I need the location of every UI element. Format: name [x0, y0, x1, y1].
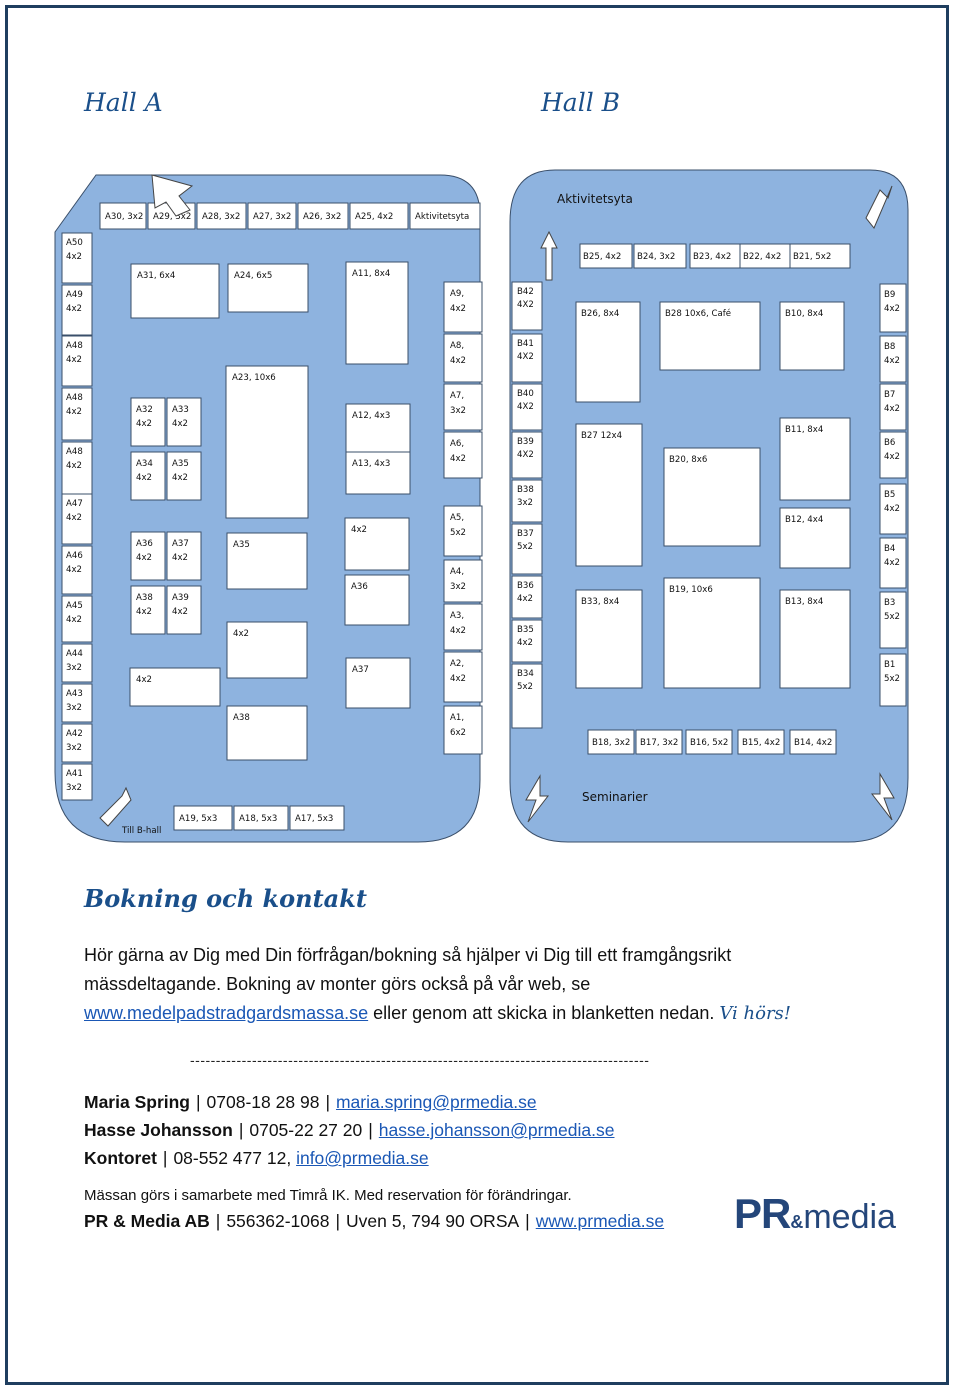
- booth-label: A3,: [450, 611, 465, 621]
- address: Uven 5, 794 90 ORSA: [346, 1211, 520, 1231]
- separator: |: [525, 1211, 530, 1231]
- booth-label: 4x2: [884, 404, 901, 414]
- booth-label: A33: [172, 405, 189, 415]
- booth-label: 4X2: [517, 402, 534, 412]
- booth-label: B36: [517, 581, 534, 591]
- booth-label: A18, 5x3: [239, 814, 278, 824]
- company-name: PR & Media AB: [84, 1211, 210, 1231]
- booth-label: B12, 4x4: [785, 515, 824, 525]
- booth-label: B33, 8x4: [581, 597, 620, 607]
- booth-label: B9: [884, 290, 896, 300]
- booth-label: 4x2: [172, 473, 189, 483]
- contact-office: Kontoret | 08-552 477 12, info@prmedia.se: [84, 1148, 429, 1168]
- contact-name: Hasse Johansson: [84, 1120, 233, 1140]
- booth-label: B3: [884, 598, 896, 608]
- booth-label: B28 10x6, Café: [665, 309, 732, 319]
- booth-label: B35: [517, 625, 534, 635]
- booth-label: 4x2: [517, 594, 534, 604]
- separator: |: [238, 1120, 244, 1140]
- booth-label: 4x2: [66, 461, 83, 471]
- booth-label: A12, 4x3: [352, 411, 391, 421]
- booth-label: B41: [517, 339, 534, 349]
- separator: |: [162, 1148, 168, 1168]
- booth-label: 6x2: [450, 728, 467, 738]
- booth-label: A48: [66, 447, 83, 457]
- hall-a-title: Hall A: [84, 88, 163, 117]
- booth-label: A42: [66, 729, 83, 739]
- booth-label: B18, 3x2: [592, 738, 631, 748]
- booth-label: A38: [136, 593, 153, 603]
- separator: |: [215, 1211, 221, 1231]
- booth-label: 5x2: [517, 542, 534, 552]
- booth-label: 4x2: [172, 553, 189, 563]
- booking-title: Bokning och kontakt: [84, 884, 367, 913]
- booth-label: 5x2: [884, 612, 901, 622]
- booth-label: 4x2: [66, 513, 83, 523]
- activity-area-label: Aktivitetsyta: [557, 192, 633, 206]
- hall-b-plan: [510, 170, 908, 842]
- booth-label: 4x2: [517, 638, 534, 648]
- booth-label: 3x2: [66, 663, 83, 673]
- booth-label: A44: [66, 649, 83, 659]
- booth-label: A35: [172, 459, 189, 469]
- booth-label: 4x2: [884, 558, 901, 568]
- booth-label: 4x2: [172, 607, 189, 617]
- booth-label: B26, 8x4: [581, 309, 620, 319]
- booth-label: 4x2: [884, 304, 901, 314]
- booth-label: Aktivitetsyta: [415, 212, 470, 222]
- company-website-link[interactable]: www.prmedia.se: [535, 1211, 665, 1231]
- booth-label: A50: [66, 238, 83, 248]
- booth: [130, 668, 220, 706]
- booth-label: B19, 10x6: [669, 585, 713, 595]
- intro-line-1: Hör gärna av Dig med Din förfrågan/bokning så hjälper vi Dig till ett framgångsrikt: [84, 945, 732, 965]
- booth-label: A32: [136, 405, 153, 415]
- contact-phone: 0708-18 28 98: [206, 1092, 320, 1112]
- booth-label: A49: [66, 290, 83, 300]
- contact-email-link[interactable]: info@prmedia.se: [296, 1148, 429, 1168]
- booth-label: B5: [884, 490, 896, 500]
- booth-label: A47: [66, 499, 83, 509]
- booth-label: B27 12x4: [581, 431, 623, 441]
- booth-label: B8: [884, 342, 896, 352]
- booth-label: A39: [172, 593, 189, 603]
- booth-label: A36: [136, 539, 153, 549]
- booth-label: A13, 4x3: [352, 459, 391, 469]
- booth-label: 3x2: [450, 582, 467, 592]
- booth-label: B24, 3x2: [637, 252, 676, 262]
- booth-label: B42: [517, 287, 534, 297]
- booth-label: 4x2: [172, 419, 189, 429]
- booth-label: A5,: [450, 513, 465, 523]
- separator: |: [325, 1092, 330, 1112]
- booth-label: B20, 8x6: [669, 455, 708, 465]
- org-number: 556362-1068: [226, 1211, 330, 1231]
- booth-label: 4x2: [136, 675, 153, 685]
- separator: |: [335, 1211, 341, 1231]
- booth-label: A37: [172, 539, 189, 549]
- contact-email-link[interactable]: hasse.johansson@prmedia.se: [378, 1120, 615, 1140]
- booth-label: 4X2: [517, 352, 534, 362]
- exit-label: Till B-hall: [122, 826, 162, 836]
- booth-label: 4x2: [884, 356, 901, 366]
- booth-label: 4x2: [66, 407, 83, 417]
- booth-label: A2,: [450, 659, 465, 669]
- booth-label: 4x2: [136, 553, 153, 563]
- booth-label: 4x2: [884, 504, 901, 514]
- contact-email-link[interactable]: maria.spring@prmedia.se: [335, 1092, 537, 1112]
- contact-hasse: [84, 1120, 614, 1141]
- logo-pr: PR: [734, 1190, 791, 1237]
- booth-label: 5x2: [884, 674, 901, 684]
- hall-b-title: Hall B: [541, 88, 621, 117]
- booth-label: B13, 8x4: [785, 597, 824, 607]
- booth-label: A1,: [450, 713, 465, 723]
- booth-label: A46: [66, 551, 83, 561]
- booth-label: 3x2: [450, 406, 467, 416]
- booth-label: B7: [884, 390, 896, 400]
- booth-label: A45: [66, 601, 83, 611]
- booth-label: 5x2: [450, 528, 467, 538]
- booth-label: A9,: [450, 289, 465, 299]
- booth-label: B21, 5x2: [793, 252, 832, 262]
- booth-label: A23, 10x6: [232, 373, 276, 383]
- booth-label: 4x2: [66, 355, 83, 365]
- greeting: Vi hörs!: [719, 1003, 792, 1024]
- divider-line: -----------------------------------------------------------------------------------------: [190, 1052, 650, 1068]
- booth-label: 4x2: [450, 356, 467, 366]
- booth-label: B15, 4x2: [742, 738, 781, 748]
- hall-a-plan: [55, 175, 482, 842]
- separator: |: [196, 1092, 201, 1112]
- booth-label: 5x2: [517, 682, 534, 692]
- booth-label: B16, 5x2: [690, 738, 729, 748]
- contact-name: Kontoret: [84, 1148, 157, 1168]
- booth-label: 4x2: [450, 454, 467, 464]
- booth-label: 4x2: [66, 304, 83, 314]
- booth-label: 4X2: [517, 450, 534, 460]
- logo-amp: &: [790, 1212, 804, 1232]
- booth-label: A31, 6x4: [137, 271, 176, 281]
- booth-label: B6: [884, 438, 896, 448]
- booth-label: A30, 3x2: [105, 212, 144, 222]
- intro-line-2: mässdeltagande. Bokning av monter görs också på vår web, se: [84, 974, 591, 994]
- booth-label: 4x2: [884, 452, 901, 462]
- booth-label: A6,: [450, 439, 465, 449]
- booth-label: B10, 8x4: [785, 309, 824, 319]
- booth-label: A37: [352, 665, 369, 675]
- booth-label: A17, 5x3: [295, 814, 334, 824]
- booth: [576, 424, 642, 566]
- booth-label: A24, 6x5: [234, 271, 273, 281]
- booth-label: A26, 3x2: [303, 212, 342, 222]
- booth-label: 4x2: [66, 565, 83, 575]
- booth-label: 4x2: [136, 473, 153, 483]
- booth-label: 4X2: [517, 300, 534, 310]
- booth-label: 4x2: [450, 304, 467, 314]
- booth-label: A43: [66, 689, 83, 699]
- booth-label: B39: [517, 437, 534, 447]
- booth-label: 4x2: [136, 419, 153, 429]
- booth-label: 4x2: [351, 525, 368, 535]
- booth-label: 3x2: [66, 703, 83, 713]
- booth-label: B37: [517, 529, 534, 539]
- booth-label: B4: [884, 544, 896, 554]
- booth-label: B40: [517, 389, 534, 399]
- logo-media: media: [803, 1198, 896, 1236]
- booth-label: B38: [517, 485, 534, 495]
- booth-label: A27, 3x2: [253, 212, 292, 222]
- intro-line-3-text: eller genom att skicka in blanketten nedan.: [368, 1003, 720, 1023]
- company-line: [84, 1211, 664, 1232]
- booking-intro: [84, 941, 854, 1028]
- booth-label: 4x2: [233, 629, 250, 639]
- contact-maria: [84, 1092, 537, 1113]
- booth-label: A48: [66, 341, 83, 351]
- booth-label: A19, 5x3: [179, 814, 218, 824]
- booth-label: B14, 4x2: [794, 738, 833, 748]
- seminar-label: Seminarier: [582, 790, 648, 804]
- booth-label: A11, 8x4: [352, 269, 391, 279]
- booth-label: 3x2: [517, 498, 534, 508]
- booth: [226, 366, 308, 518]
- booth-label: B1: [884, 660, 896, 670]
- booth-label: A36: [351, 582, 368, 592]
- separator: |: [368, 1120, 373, 1140]
- booth-label: A48: [66, 393, 83, 403]
- booth-label: B34: [517, 669, 534, 679]
- contact-phone: 0705-22 27 20: [249, 1120, 363, 1140]
- footer-note: Mässan görs i samarbete med Timrå IK. Med reservation för förändringar.: [84, 1187, 572, 1204]
- booth-label: A28, 3x2: [202, 212, 241, 222]
- booth-label: 4x2: [450, 626, 467, 636]
- booth-label: B25, 4x2: [583, 252, 622, 262]
- booth-label: A8,: [450, 341, 465, 351]
- booth-label: A38: [233, 713, 250, 723]
- contact-phone: 08-552 477 12: [173, 1148, 287, 1168]
- booth-label: 4x2: [450, 674, 467, 684]
- booth-label: B23, 4x2: [693, 252, 732, 262]
- booth-label: B11, 8x4: [785, 425, 824, 435]
- website-link[interactable]: www.medelpadstradgardsmassa.se: [84, 1003, 369, 1023]
- booth-label: A35: [233, 540, 250, 550]
- pr-media-logo: [734, 1190, 896, 1237]
- booth-label: A34: [136, 459, 153, 469]
- booth-label: 4x2: [66, 615, 83, 625]
- booth-label: 3x2: [66, 743, 83, 753]
- contact-name: Maria Spring: [84, 1092, 190, 1112]
- booth-label: A7,: [450, 391, 465, 401]
- booth-label: B22, 4x2: [743, 252, 782, 262]
- booth-label: 4x2: [66, 252, 83, 262]
- booth-label: B17, 3x2: [640, 738, 679, 748]
- booth-label: 4x2: [136, 607, 153, 617]
- intro-line-3: [84, 999, 854, 1028]
- booth-label: A41: [66, 769, 83, 779]
- booth-label: A25, 4x2: [355, 212, 394, 222]
- booth-label: A29, 3x2: [153, 212, 192, 222]
- booth-label: A4,: [450, 567, 465, 577]
- booth-label: 3x2: [66, 783, 83, 793]
